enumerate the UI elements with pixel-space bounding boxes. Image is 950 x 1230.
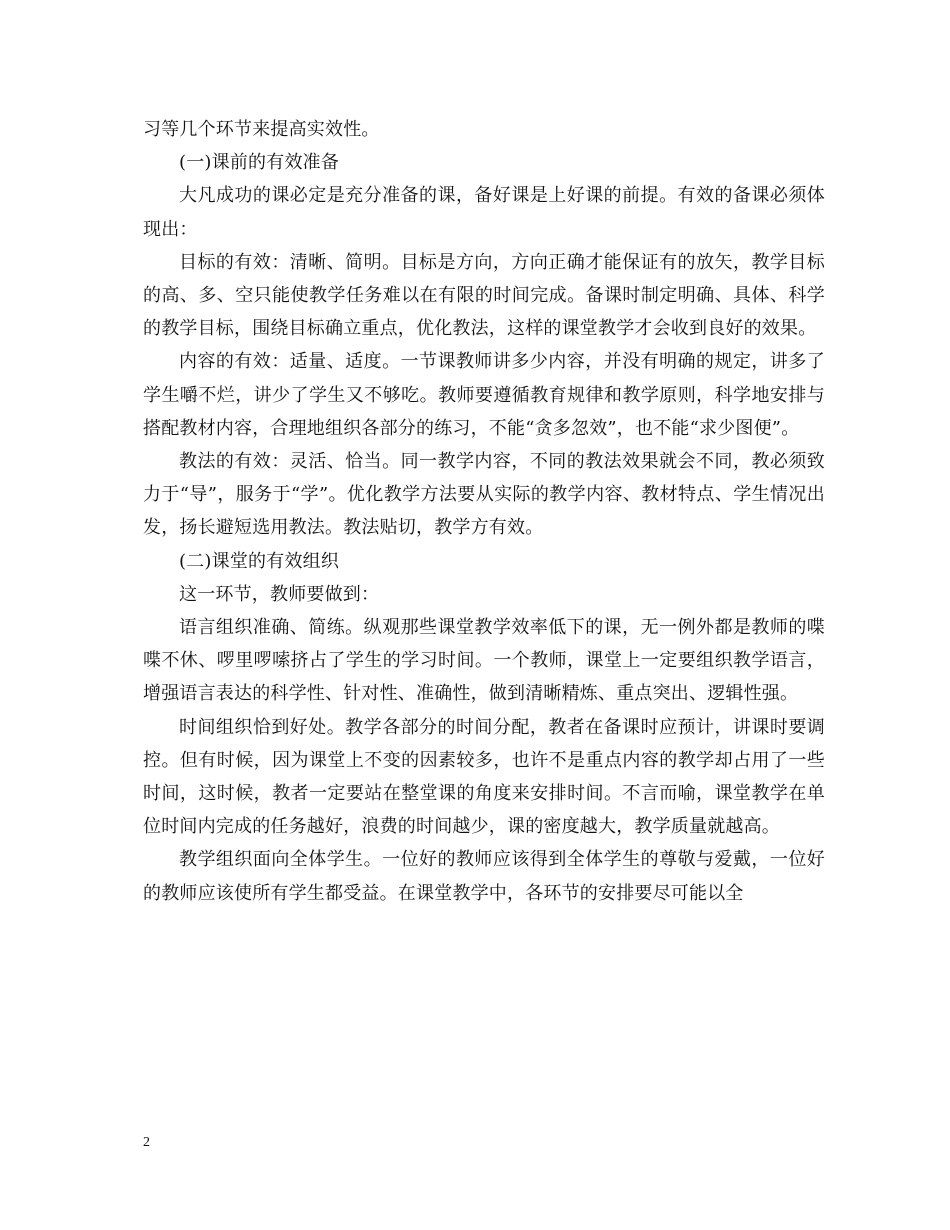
paragraph: 大凡成功的课必定是充分准备的课，备好课是上好课的前提。有效的备课必须体现出： [143, 185, 825, 240]
section-heading-organization: (二)课堂的有效组织 [179, 550, 340, 572]
page-number: 2 [143, 1135, 150, 1150]
section-heading-preparation: (一)课前的有效准备 [179, 152, 340, 174]
paragraph: 语言组织准确、简练。纵观那些课堂教学效率低下的课，无一例外都是教师的喋喋不休、啰里啰嗦挤占了学生的学习时间。一个教师，课堂上一定要组织教学语言，增强语言表达的科学性、针对性、准确性，做到清晰精炼、重点突出、逻辑性强。 [143, 617, 825, 705]
paragraph: 时间组织恰到好处。教学各部分的时间分配，教者在备课时应预计，讲课时要调控。但有时候，因为课堂上不变的因素较多，也许不是重点内容的教学却占用了一些时间，这时候，教者一定要站在整堂课的角度来安排时间。不言而喻，课堂教学在单位时间内完成的任务越好，浪费的时间越少，课的密度越大，教学质量就越高。 [143, 716, 825, 838]
paragraph: 教学组织面向全体学生。一位好的教师应该得到全体学生的尊敬与爱戴，一位好的教师应该使所有学生都受益。在课堂教学中，各环节的安排要尽可能以全 [143, 849, 825, 904]
paragraph: 内容的有效：适量、适度。一节课教师讲多少内容，并没有明确的规定，讲多了学生嚼不烂，讲少了学生又不够吃。教师要遵循教育规律和教学原则，科学地安排与搭配教材内容，合理地组织各部分的练习，不能“贪多忽效”，也不能“求少图便”。 [143, 351, 825, 439]
paragraph: 目标的有效：清晰、简明。目标是方向，方向正确才能保证有的放矢，教学目标的高、多、空只能使教学任务难以在有限的时间完成。备课时制定明确、具体、科学的教学目标，围绕目标确立重点，优化教法，这样的课堂教学才会收到良好的效果。 [143, 251, 825, 340]
document-body [143, 113, 825, 910]
paragraph: 这一环节，教师要做到： [179, 583, 380, 605]
paragraph-continuation: 习等几个环节来提高实效性。 [143, 119, 380, 140]
paragraph: 教法的有效：灵活、恰当。同一教学内容，不同的教法效果就会不同，教必须致力于“导”，服务于“学”。优化教学方法要从实际的教学内容、教材特点、学生情况出发，扬长避短选用教法。教法贴切，教学方有效。 [143, 451, 825, 539]
